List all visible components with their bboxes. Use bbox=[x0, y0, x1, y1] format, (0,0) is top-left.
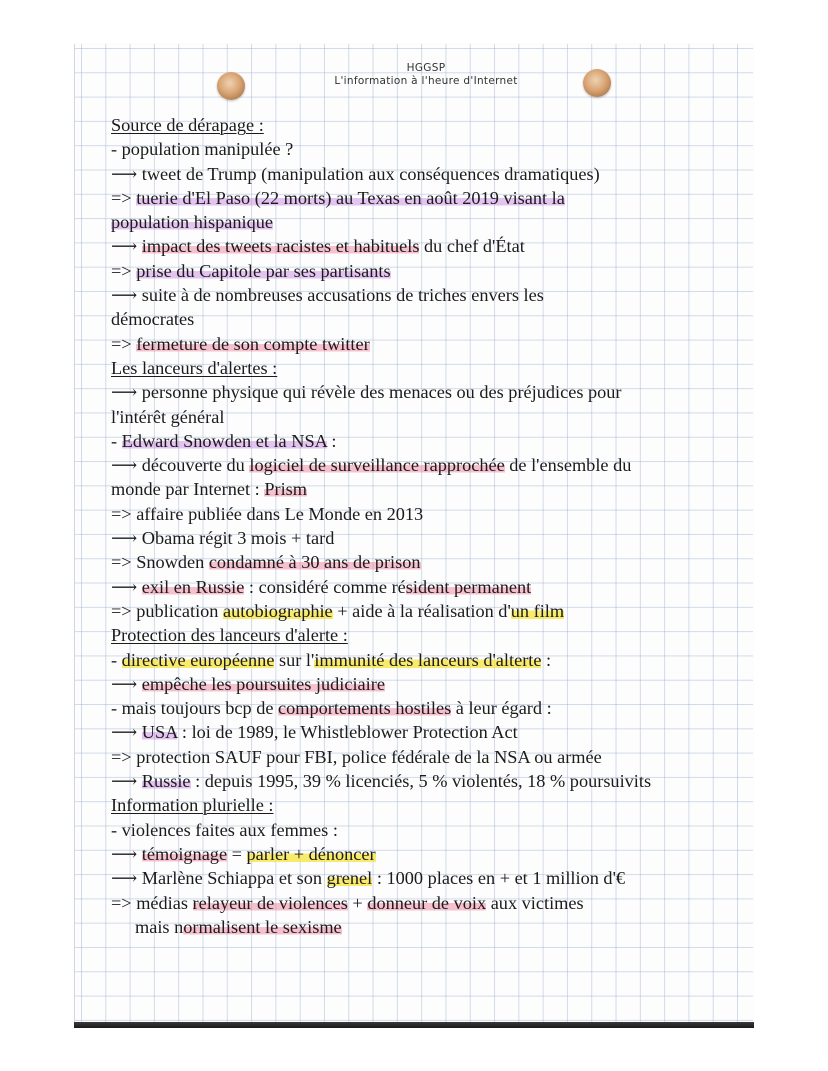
note-line bbox=[111, 429, 731, 453]
note-text: ⟶ découverte du bbox=[111, 455, 250, 476]
note-line bbox=[111, 599, 731, 623]
note-line bbox=[111, 866, 731, 890]
note-line bbox=[111, 720, 731, 744]
note-line bbox=[111, 648, 731, 672]
highlighted-text: exil en Russie bbox=[141, 576, 245, 597]
note-text: ⟶ bbox=[111, 722, 142, 743]
section-heading: Les lanceurs d'alertes : bbox=[111, 357, 278, 378]
note-text: + aide à la réalisation d' bbox=[332, 600, 511, 621]
note-line bbox=[111, 477, 731, 501]
note-text: : loi de 1989, le Whistleblower Protection Act bbox=[177, 722, 518, 743]
highlighted-text: logiciel de surveillance rapprochée bbox=[249, 455, 505, 476]
note-text: : depuis 1995, 39 % licenciés, 5 % violentés, 18 % poursuivits bbox=[190, 771, 652, 792]
note-line bbox=[111, 453, 731, 477]
section-heading: Source de dérapage : bbox=[111, 115, 264, 135]
note-text: - violences faites aux femmes : bbox=[111, 819, 338, 840]
note-line bbox=[111, 113, 731, 137]
section-heading: Information plurielle : bbox=[111, 795, 274, 816]
note-line bbox=[111, 915, 731, 939]
note-line bbox=[111, 745, 731, 769]
note-text: ⟶ suite à de nombreuses accusations de triches envers les bbox=[111, 285, 544, 306]
note-line bbox=[111, 526, 731, 550]
note-line bbox=[111, 842, 731, 866]
note-text: ⟶ bbox=[111, 576, 142, 597]
note-text: : bbox=[326, 430, 337, 451]
highlighted-text: Prism bbox=[264, 479, 307, 500]
note-text: + bbox=[347, 892, 368, 913]
note-line bbox=[111, 332, 731, 356]
highlighted-text: autobiographie bbox=[223, 600, 333, 621]
note-text: : considéré comme ré bbox=[244, 576, 406, 597]
note-text: => publication bbox=[111, 600, 224, 621]
note-line bbox=[111, 793, 731, 817]
note-line bbox=[111, 307, 731, 331]
note-text: ⟶ Marlène Schiappa et son bbox=[111, 868, 327, 889]
highlighted-text: sident permanent bbox=[405, 576, 532, 597]
highlighted-text: population hispanique bbox=[111, 212, 273, 233]
note-text: aux victimes bbox=[486, 892, 584, 913]
note-text: ⟶ bbox=[111, 843, 142, 864]
note-line bbox=[111, 672, 731, 696]
note-line bbox=[111, 550, 731, 574]
note-text: démocrates bbox=[111, 309, 195, 330]
highlighted-text: donneur de voix bbox=[367, 892, 487, 913]
note-line bbox=[111, 891, 731, 915]
note-line bbox=[111, 623, 731, 647]
highlighted-text: condamné à 30 ans de prison bbox=[208, 552, 421, 573]
highlighted-text: comportements hostiles bbox=[278, 698, 452, 719]
note-line bbox=[111, 259, 731, 283]
note-line bbox=[111, 162, 731, 186]
note-text: mais n bbox=[135, 916, 184, 937]
note-text: ⟶ bbox=[111, 236, 142, 257]
note-text: => bbox=[111, 333, 137, 354]
highlighted-text: fermeture de son compte twitter bbox=[136, 333, 370, 354]
note-text: ⟶ bbox=[111, 771, 142, 792]
note-text: => affaire publiée dans Le Monde en 2013 bbox=[111, 503, 424, 524]
note-line bbox=[111, 137, 731, 161]
highlighted-text: ormalisent le sexisme bbox=[183, 916, 342, 937]
note-text: : bbox=[541, 649, 552, 670]
highlighted-text: témoignage bbox=[141, 843, 228, 864]
note-text: => Snowden bbox=[111, 552, 209, 573]
note-text: du chef d'État bbox=[419, 236, 525, 257]
highlighted-text: empêche les poursuites judiciaire bbox=[141, 673, 385, 694]
note-text: ⟶ tweet de Trump (manipulation aux conséquences dramatiques) bbox=[111, 163, 600, 184]
punch-hole-right bbox=[583, 69, 611, 97]
note-text: l'intérêt général bbox=[111, 406, 225, 427]
note-text: => bbox=[111, 260, 137, 281]
note-text: => médias bbox=[111, 892, 193, 913]
highlighted-text: grenel bbox=[326, 868, 373, 889]
note-line bbox=[111, 575, 731, 599]
highlighted-text: parler + dénoncer bbox=[246, 843, 376, 864]
note-text: : 1000 places en + et 1 million d'€ bbox=[372, 868, 626, 889]
highlighted-text: Edward Snowden et la NSA bbox=[121, 430, 327, 451]
notes-body bbox=[111, 113, 731, 939]
highlighted-text: impact des tweets racistes et habituels bbox=[141, 236, 420, 257]
note-line bbox=[111, 356, 731, 380]
page-bottom-edge bbox=[74, 1022, 754, 1028]
note-line bbox=[111, 405, 731, 429]
note-text: - population manipulée ? bbox=[111, 139, 294, 160]
section-heading: Protection des lanceurs d'alerte : bbox=[111, 625, 348, 646]
note-text: => protection SAUF pour FBI, police fédérale de la NSA ou armée bbox=[111, 746, 602, 767]
note-line bbox=[111, 502, 731, 526]
note-text: ⟶ bbox=[111, 673, 142, 694]
note-text: = bbox=[227, 843, 247, 864]
header-title: L'information à l'heure d'Internet bbox=[334, 75, 518, 87]
note-line bbox=[111, 186, 731, 210]
punch-hole-left bbox=[217, 72, 245, 100]
header-subject: HGGSP bbox=[406, 62, 446, 74]
highlighted-text: prise du Capitole par ses partisants bbox=[136, 260, 391, 281]
note-text: ⟶ personne physique qui révèle des menaces ou des préjudices pour bbox=[111, 382, 622, 403]
note-line bbox=[111, 818, 731, 842]
highlighted-text: Russie bbox=[141, 771, 191, 792]
note-text: - bbox=[111, 649, 122, 670]
note-text: ⟶ Obama régit 3 mois + tard bbox=[111, 528, 335, 549]
note-line bbox=[111, 769, 731, 793]
note-line bbox=[111, 696, 731, 720]
highlighted-text: directive européenne bbox=[121, 649, 275, 670]
highlighted-text: un film bbox=[510, 600, 565, 621]
note-text: monde par Internet : bbox=[111, 479, 265, 500]
note-text: - mais toujours bcp de bbox=[111, 698, 279, 719]
note-text: de l'ensemble du bbox=[504, 455, 632, 476]
note-text: => bbox=[111, 187, 137, 208]
note-line bbox=[111, 234, 731, 258]
highlighted-text: immunité des lanceurs d'alterte bbox=[314, 649, 542, 670]
page-header bbox=[300, 62, 552, 88]
highlighted-text: tuerie d'El Paso (22 morts) au Texas en août 2019 visant la bbox=[136, 187, 565, 208]
note-text: - bbox=[111, 430, 122, 451]
note-text: à leur égard : bbox=[451, 698, 552, 719]
note-line bbox=[111, 210, 731, 234]
note-line bbox=[111, 380, 731, 404]
highlighted-text: USA bbox=[141, 722, 178, 743]
note-line bbox=[111, 283, 731, 307]
highlighted-text: relayeur de violences bbox=[192, 892, 348, 913]
note-text: sur l' bbox=[274, 649, 315, 670]
